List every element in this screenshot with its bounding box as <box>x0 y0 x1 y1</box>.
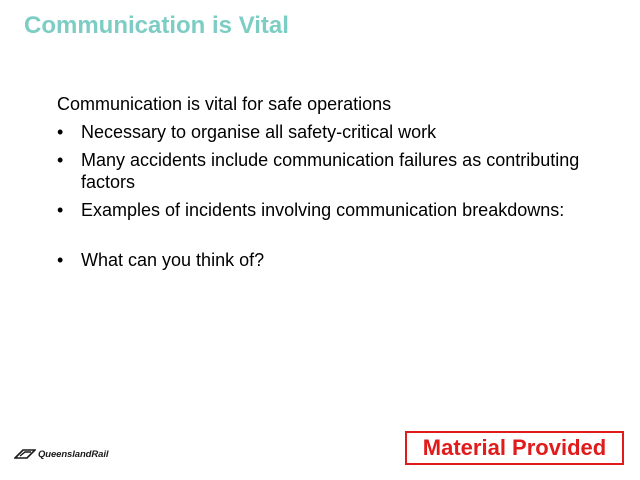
bullet-item <box>57 121 632 143</box>
stamp-label: Material Provided <box>422 435 607 460</box>
slide-title: Communication is Vital <box>24 12 289 39</box>
bullet-icon: • <box>57 250 64 270</box>
bullet-icon: • <box>57 200 64 220</box>
bullet-text: Examples of incidents involving communication breakdowns: <box>81 200 565 220</box>
lead-text: Communication is vital for safe operations <box>57 94 392 114</box>
bullet-text: Many accidents include communication failures as contributing factors <box>81 150 580 192</box>
queensland-rail-logo-icon <box>14 448 36 460</box>
bullet-item <box>57 149 632 193</box>
bullet-item <box>57 199 632 221</box>
material-provided-stamp <box>405 431 624 465</box>
bullet-item <box>57 249 632 271</box>
queensland-rail-logo <box>14 447 108 461</box>
bullet-icon: • <box>57 150 64 170</box>
bullet-text: Necessary to organise all safety-critical work <box>81 122 437 142</box>
logo-text: QueenslandRail <box>38 448 109 460</box>
bullet-list <box>57 121 632 271</box>
bullet-icon: • <box>57 122 64 142</box>
slide-content <box>57 93 632 277</box>
bullet-text: What can you think of? <box>81 250 265 270</box>
